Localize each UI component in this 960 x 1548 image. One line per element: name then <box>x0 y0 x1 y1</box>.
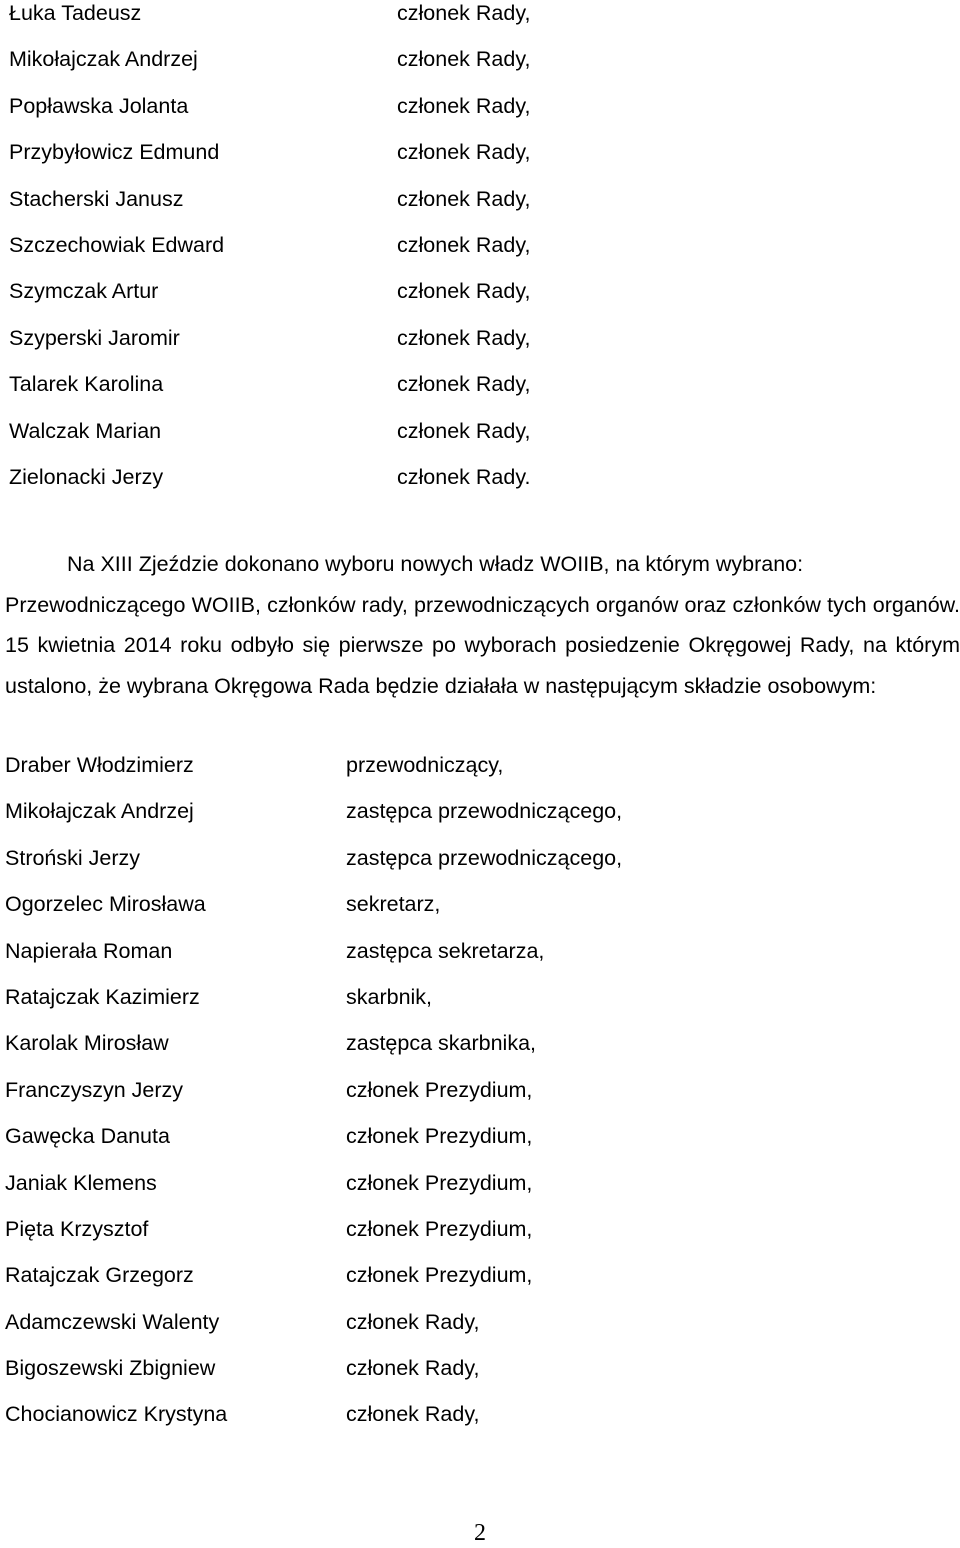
member-role: członek Prezydium, <box>346 1216 533 1241</box>
member-name: Ratajczak Kazimierz <box>5 984 200 1009</box>
member-row <box>9 137 709 183</box>
member-name: Zielonacki Jerzy <box>9 464 164 489</box>
member-name: Stacherski Janusz <box>9 186 184 211</box>
member-name: Karolak Mirosław <box>5 1031 169 1056</box>
member-row <box>9 276 709 322</box>
member-role: zastępca sekretarza, <box>346 938 545 963</box>
member-row <box>5 750 805 796</box>
member-role: członek Rady, <box>397 279 531 304</box>
member-name: Franczyszyn Jerzy <box>5 1077 184 1102</box>
member-name: Talarek Karolina <box>9 372 164 397</box>
member-row <box>5 889 805 935</box>
member-row <box>5 1121 805 1167</box>
member-name: Szymczak Artur <box>9 279 159 304</box>
member-row <box>5 982 805 1028</box>
member-row <box>5 1260 805 1306</box>
member-role: członek Prezydium, <box>346 1077 533 1102</box>
member-row <box>5 1399 805 1445</box>
member-row <box>5 843 805 889</box>
member-name: Gawęcka Danuta <box>5 1124 170 1149</box>
member-row <box>9 462 709 508</box>
council-members-list-continued <box>9 0 709 508</box>
member-row <box>9 369 709 415</box>
member-name: Przybyłowicz Edmund <box>9 140 220 165</box>
member-name: Pięta Krzysztof <box>5 1216 149 1241</box>
member-name: Szyperski Jaromir <box>9 325 180 350</box>
member-name: Łuka Tadeusz <box>9 1 142 25</box>
member-row <box>9 230 709 276</box>
member-name: Mikołajczak Andrzej <box>9 47 198 72</box>
council-composition-list <box>5 750 805 1446</box>
member-role: członek Prezydium, <box>346 1263 533 1288</box>
member-name: Adamczewski Walenty <box>5 1309 220 1334</box>
member-role: członek Rady, <box>346 1309 480 1334</box>
member-role: członek Rady, <box>397 47 531 72</box>
member-row <box>5 1028 805 1074</box>
member-role: członek Rady, <box>397 93 531 118</box>
member-role: członek Rady, <box>397 325 531 350</box>
paragraph-first-line: Na XIII Zjeździe dokonano wyboru nowych władz WOIIB, na którym wybrano: <box>67 552 804 576</box>
election-paragraph <box>5 544 960 706</box>
member-name: Ratajczak Grzegorz <box>5 1263 194 1288</box>
paragraph-body: Przewodniczącego WOIIB, członków rady, przewodniczących organów oraz członków tych organów. 15 kwietnia 2014 roku odbyło się pierwsze po wyborach posiedzenie Okręgowej Rady, na którym ustalono, że wybrana Okręgowa Rada będzie działała w następującym składzie osobowym: <box>5 592 960 698</box>
member-role: zastępca przewodniczącego, <box>346 799 623 824</box>
member-role: członek Prezydium, <box>346 1170 533 1195</box>
member-name: Chocianowicz Krystyna <box>5 1402 228 1427</box>
member-row <box>5 936 805 982</box>
member-name: Napierała Roman <box>5 938 173 963</box>
member-row <box>5 1075 805 1121</box>
member-name: Janiak Klemens <box>5 1170 157 1195</box>
member-row <box>9 323 709 369</box>
member-row <box>5 1168 805 1214</box>
member-role: członek Rady, <box>397 1 531 25</box>
member-role: członek Rady, <box>346 1402 480 1427</box>
member-role: przewodniczący, <box>346 753 504 777</box>
member-name: Ogorzelec Mirosława <box>5 892 206 917</box>
member-role: członek Rady, <box>397 418 531 443</box>
member-row <box>5 1214 805 1260</box>
member-role: zastępca przewodniczącego, <box>346 845 623 870</box>
member-row <box>9 0 709 44</box>
member-role: członek Rady, <box>397 232 531 257</box>
member-name: Draber Włodzimierz <box>5 753 194 777</box>
member-role: zastępca skarbnika, <box>346 1031 537 1056</box>
member-name: Bigoszewski Zbigniew <box>5 1356 216 1381</box>
member-row <box>5 796 805 842</box>
member-row <box>9 91 709 137</box>
member-row <box>5 1307 805 1353</box>
member-role: członek Rady, <box>346 1356 480 1381</box>
member-name: Stroński Jerzy <box>5 845 141 870</box>
member-name: Mikołajczak Andrzej <box>5 799 194 824</box>
member-name: Walczak Marian <box>9 418 162 443</box>
member-name: Popławska Jolanta <box>9 93 189 118</box>
member-role: członek Rady, <box>397 140 531 165</box>
member-role: członek Rady, <box>397 186 531 211</box>
member-row <box>9 416 709 462</box>
member-role: skarbnik, <box>346 984 433 1009</box>
member-row <box>9 44 709 90</box>
member-row <box>5 1353 805 1399</box>
member-role: członek Rady, <box>397 372 531 397</box>
member-role: sekretarz, <box>346 892 441 917</box>
member-role: członek Rady. <box>397 464 531 489</box>
member-row <box>9 184 709 230</box>
member-name: Szczechowiak Edward <box>9 232 225 257</box>
page-number: 2 <box>474 1520 486 1546</box>
member-role: członek Prezydium, <box>346 1124 533 1149</box>
